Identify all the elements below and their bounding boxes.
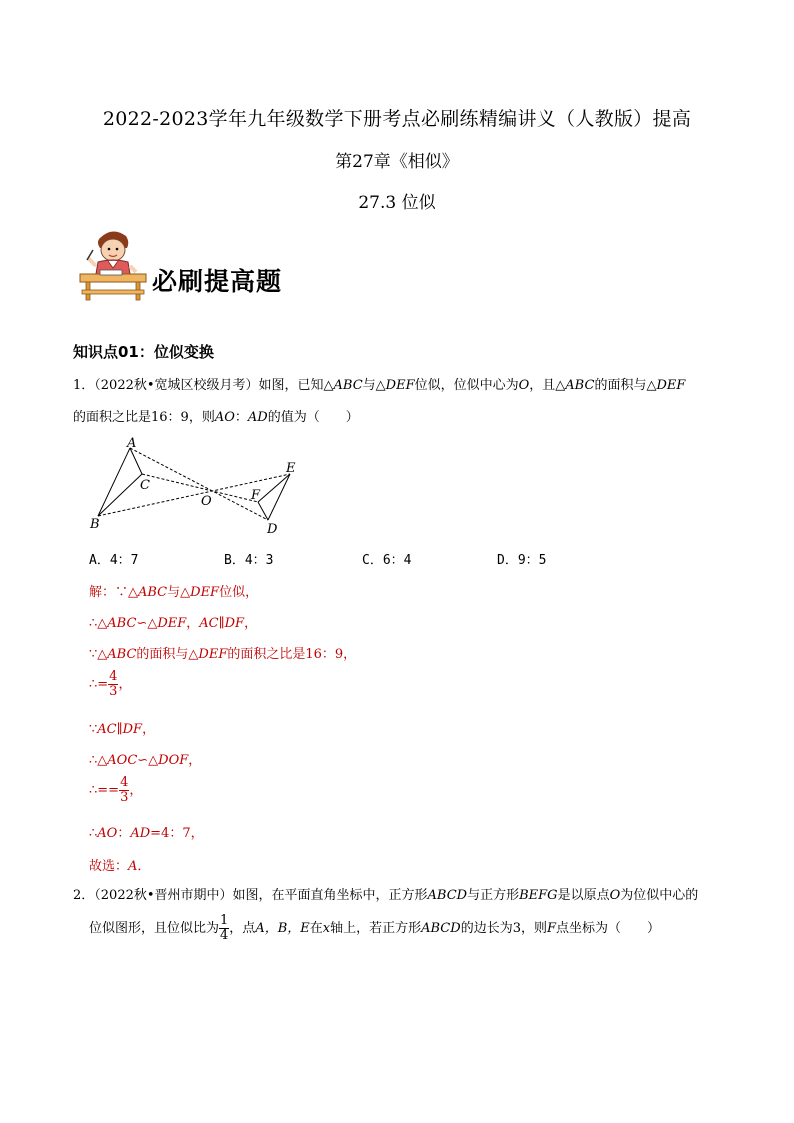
sol-text: ， bbox=[188, 753, 202, 768]
sol-var: AC∥DF bbox=[199, 616, 245, 631]
q1-text: 位似，位似中心为 bbox=[414, 378, 519, 393]
sol-var: ABC bbox=[138, 585, 168, 600]
solution-line-9 bbox=[89, 855, 150, 874]
figure-label-d: D bbox=[267, 522, 278, 536]
fraction-numerator: 4 bbox=[109, 669, 118, 684]
sol-var: ABC bbox=[107, 647, 137, 662]
sol-text: ∵△ bbox=[89, 647, 108, 662]
question-2-line-1 bbox=[73, 886, 723, 906]
figure-label-b: B bbox=[90, 517, 100, 532]
q2-var: F bbox=[546, 921, 556, 936]
knowledge-point-heading: 知识点01：位似变换 bbox=[73, 343, 214, 361]
q1-abc: ABC bbox=[333, 378, 363, 393]
sol-text: ∽△ bbox=[136, 616, 158, 631]
q2-text: ，点 bbox=[229, 921, 256, 936]
q2-text: 为位似中心的 bbox=[620, 888, 699, 903]
sol-var: DEF bbox=[198, 647, 228, 662]
q2-text: 轴上，若正方形 bbox=[330, 921, 422, 936]
sol-text: ． bbox=[137, 859, 151, 874]
sol-text: 位似， bbox=[219, 585, 259, 600]
sol-var: AO bbox=[97, 826, 118, 841]
q2-text: 2．（2022秋•晋州市期中）如图，在平面直角坐标中，正方形 bbox=[73, 888, 428, 903]
q2-var: x bbox=[322, 921, 331, 936]
sol-text: ， bbox=[129, 783, 143, 798]
q1-text: 与△ bbox=[362, 378, 386, 393]
sol-text: 的面积与△ bbox=[136, 647, 199, 662]
chapter-title: 第27章《相似》 bbox=[335, 152, 459, 172]
fraction-denominator: 3 bbox=[109, 684, 118, 699]
q2-var: A，B，E bbox=[255, 921, 310, 936]
figure-label-a: A bbox=[127, 436, 137, 451]
solution-line-5 bbox=[89, 718, 155, 737]
q1-def: DEF bbox=[385, 378, 415, 393]
sol-var: ABC bbox=[107, 616, 137, 631]
q2-text: 位似图形，且位似比为 bbox=[89, 921, 220, 936]
fraction-denominator: 4 bbox=[220, 928, 229, 943]
sol-var: AD bbox=[130, 826, 151, 841]
option-b: B．4：3 bbox=[224, 553, 274, 568]
q2-var: O bbox=[609, 888, 621, 903]
solution-line-6 bbox=[89, 749, 201, 768]
sol-var: DEF bbox=[190, 585, 220, 600]
q1-text: ： bbox=[234, 410, 248, 425]
figure-label-f: F bbox=[251, 488, 261, 503]
figure-label-e: E bbox=[286, 461, 296, 476]
q1-ad: AD bbox=[247, 410, 268, 425]
q2-var: ABCD bbox=[421, 921, 461, 936]
q1-text: 的面积与△ bbox=[594, 378, 657, 393]
sol-text: ∴== bbox=[89, 783, 120, 798]
sol-text: ∴ bbox=[89, 826, 98, 841]
q1-o: O bbox=[518, 378, 530, 393]
fraction bbox=[108, 670, 118, 699]
q1-text: 的面积之比是16：9，则 bbox=[73, 410, 215, 425]
sol-text: ， bbox=[142, 722, 156, 737]
student-desk-illustration bbox=[78, 228, 148, 304]
q2-text: 点坐标为（ ） bbox=[556, 921, 661, 936]
option-a: A．4：7 bbox=[89, 553, 139, 568]
solution-line-7 bbox=[89, 776, 142, 805]
q1-ao: AO bbox=[214, 410, 235, 425]
q2-text: 是以原点 bbox=[557, 888, 610, 903]
fraction bbox=[219, 914, 229, 943]
sol-text: ： bbox=[117, 826, 131, 841]
fraction-numerator: 4 bbox=[120, 775, 129, 790]
solution-line-1 bbox=[89, 581, 258, 600]
fraction bbox=[119, 776, 129, 805]
solution-line-4 bbox=[89, 670, 131, 699]
sol-text: ∽△ bbox=[137, 753, 159, 768]
figure-label-o: O bbox=[201, 494, 212, 509]
question-1-line-2 bbox=[73, 408, 723, 428]
q1-abc: ABC bbox=[565, 378, 595, 393]
solution-line-2 bbox=[89, 612, 257, 631]
q1-def: DEF bbox=[656, 378, 686, 393]
sol-var: A bbox=[128, 859, 138, 874]
figure-label-c: C bbox=[140, 478, 150, 493]
q2-text: 在 bbox=[309, 921, 323, 936]
section-title: 27.3 位似 bbox=[358, 193, 436, 213]
sol-text: 与△ bbox=[167, 585, 191, 600]
sol-text: ， bbox=[244, 616, 258, 631]
sol-text: ∴△ bbox=[89, 753, 108, 768]
q1-text: 的值为（ ） bbox=[267, 410, 359, 425]
sol-var: DEF bbox=[157, 616, 187, 631]
sol-var: AOC bbox=[107, 753, 138, 768]
option-d: D．9：5 bbox=[497, 553, 547, 568]
q1-text: ，且△ bbox=[529, 378, 566, 393]
sol-text: =4：7， bbox=[150, 826, 204, 841]
solution-line-3 bbox=[89, 643, 356, 662]
sol-var: AC∥DF bbox=[97, 722, 143, 737]
q2-text: 与正方形 bbox=[467, 888, 520, 903]
question-1-figure bbox=[86, 436, 306, 536]
question-2-line-2 bbox=[89, 914, 739, 943]
sol-text: 的面积之比是16：9， bbox=[227, 647, 357, 662]
sol-text: ∵ bbox=[89, 722, 98, 737]
q2-var: BEFG bbox=[519, 888, 558, 903]
sol-text: 解：∵△ bbox=[89, 585, 138, 600]
sol-text: ， bbox=[186, 616, 200, 631]
document-title: 2022-2023学年九年级数学下册考点必刷练精编讲义（人教版）提高 bbox=[102, 108, 692, 130]
solution-line-8 bbox=[89, 822, 204, 841]
question-1-line-1 bbox=[73, 376, 723, 396]
sol-text: ∴= bbox=[89, 677, 109, 692]
q1-text: 1．（2022秋•宽城区校级月考）如图，已知△ bbox=[73, 378, 334, 393]
sol-text: 故选： bbox=[89, 859, 129, 874]
fraction-numerator: 1 bbox=[220, 913, 229, 928]
q2-var: ABCD bbox=[427, 888, 468, 903]
q2-text: 的边长为3，则 bbox=[460, 921, 547, 936]
sol-var: DOF bbox=[158, 753, 189, 768]
option-c: C．6：4 bbox=[362, 553, 412, 568]
fraction-denominator: 3 bbox=[120, 790, 129, 805]
sol-text: ∴△ bbox=[89, 616, 108, 631]
sol-text: ， bbox=[118, 677, 132, 692]
banner-heading: 必刷提高题 bbox=[152, 267, 283, 296]
